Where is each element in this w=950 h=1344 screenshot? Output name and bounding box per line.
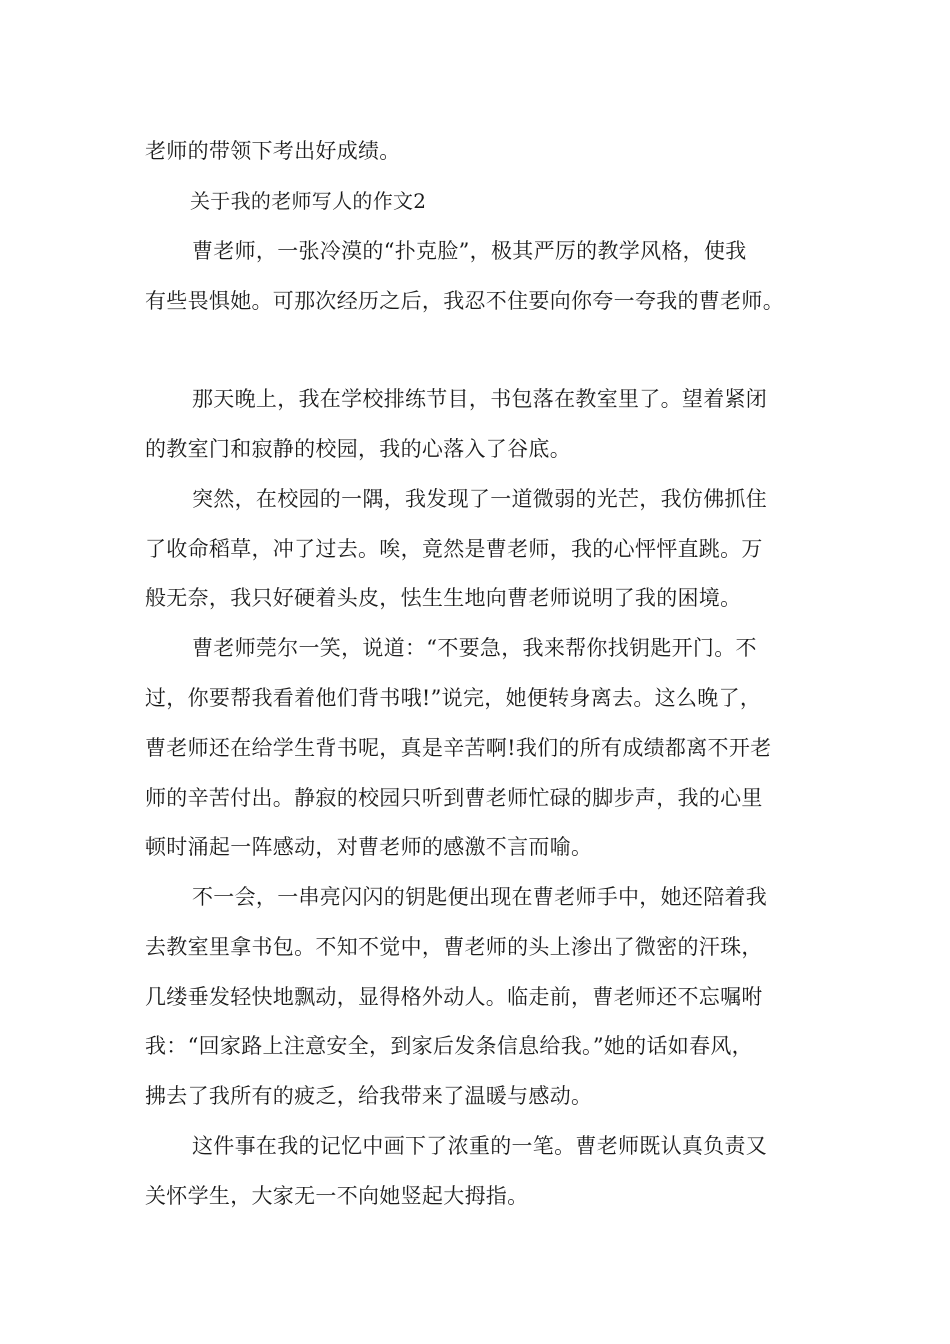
text-line-9: 般无奈，我只好硬着头皮，怯生生地向曹老师说明了我的困境。 bbox=[145, 586, 742, 610]
text-line-5: 那天晚上，我在学校排练节目，书包落在教室里了。望着紧闭 bbox=[192, 387, 768, 411]
text-line-11: 过，你要帮我看着他们背书哦!”说完，她便转身离去。这么晚了， bbox=[145, 686, 762, 710]
text-line-19: 拂去了我所有的疲乏，给我带来了温暖与感动。 bbox=[145, 1084, 593, 1108]
text-line-18: 我：“回家路上注意安全，到家后发条信息给我。”她的话如春风， bbox=[145, 1034, 753, 1058]
text-line-13: 师的辛苦付出。静寂的校园只听到曹老师忙碌的脚步声，我的心里 bbox=[145, 786, 763, 810]
text-line-12: 曹老师还在给学生背书呢，真是辛苦啊!我们的所有成绩都离不开老 bbox=[145, 736, 772, 760]
text-line-15: 不一会，一串亮闪闪的钥匙便出现在曹老师手中，她还陪着我 bbox=[192, 885, 768, 909]
text-line-20: 这件事在我的记忆中画下了浓重的一笔。曹老师既认真负责又 bbox=[192, 1134, 768, 1158]
text-line-21: 关怀学生，大家无一不向她竖起大拇指。 bbox=[145, 1184, 529, 1208]
text-line-7: 突然，在校园的一隅，我发现了一道微弱的光芒，我仿佛抓住 bbox=[192, 487, 768, 511]
text-line-17: 几缕垂发轻快地飘动，显得格外动人。临走前，曹老师还不忘嘱咐 bbox=[145, 985, 763, 1009]
text-line-1: 老师的带领下考出好成绩。 bbox=[145, 139, 401, 163]
text-line-14: 顿时涌起一阵感动，对曹老师的感激不言而喻。 bbox=[145, 835, 593, 859]
text-line-10: 曹老师莞尔一笑，说道：“不要急，我来帮你找钥匙开门。不 bbox=[192, 636, 757, 660]
text-line-16: 去教室里拿书包。不知不觉中，曹老师的头上渗出了微密的汗珠， bbox=[145, 935, 763, 959]
text-line-8: 了收命稻草，冲了过去。唉，竟然是曹老师，我的心怦怦直跳。万 bbox=[145, 537, 763, 561]
text-line-6: 的教室门和寂静的校园，我的心落入了谷底。 bbox=[145, 437, 571, 461]
text-line-3: 曹老师，一张冷漠的“扑克脸”，极其严厉的教学风格，使我 bbox=[192, 239, 747, 263]
text-line-4: 有些畏惧她。可那次经历之后，我忍不住要向你夸一夸我的曹老师。 bbox=[145, 289, 784, 313]
section-heading: 关于我的老师写人的作文2 bbox=[190, 189, 427, 213]
